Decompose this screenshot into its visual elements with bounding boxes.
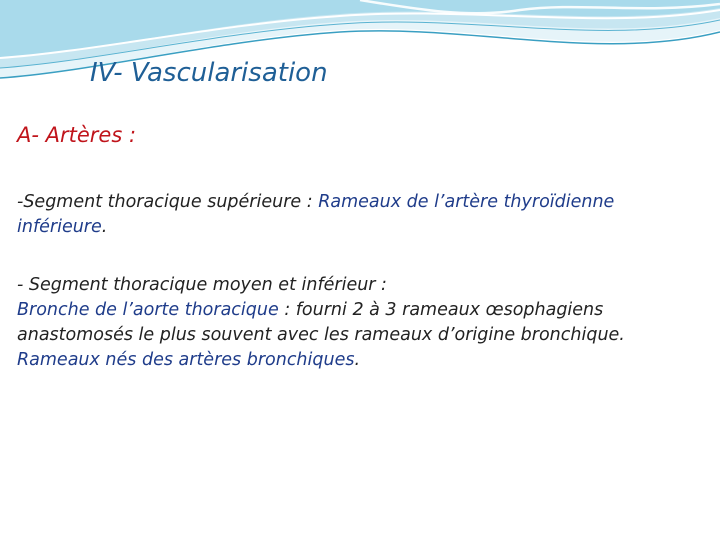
artery-name: Bronche de l’aorte thoracique [17,300,279,320]
description-text: anastomosés le plus souvent avec les rameaux d’origine bronchique. [17,325,625,345]
punctuation: . [354,350,361,370]
segment-label: - Segment thoracique moyen et inférieur : [17,275,387,295]
artery-name-cont: inférieure [17,217,102,237]
paragraph-line [17,298,707,323]
paragraph-line [17,215,707,240]
artery-origin: Rameaux nés des artères bronchiques [17,350,355,370]
description-text: : fourni 2 à 3 rameaux œsophagiens [278,300,604,320]
paragraph-line [17,348,707,373]
paragraph-upper-segment [17,190,707,240]
paragraph-middle-lower-segment [17,273,707,373]
segment-label: -Segment thoracique supérieure : [17,192,319,212]
punctuation: . [101,217,108,237]
slide-title: IV- Vascularisation [90,58,328,88]
section-heading: A- Artères : [17,123,137,147]
paragraph-line [17,190,707,215]
artery-name: Rameaux de l’artère thyroïdienne [318,192,615,212]
